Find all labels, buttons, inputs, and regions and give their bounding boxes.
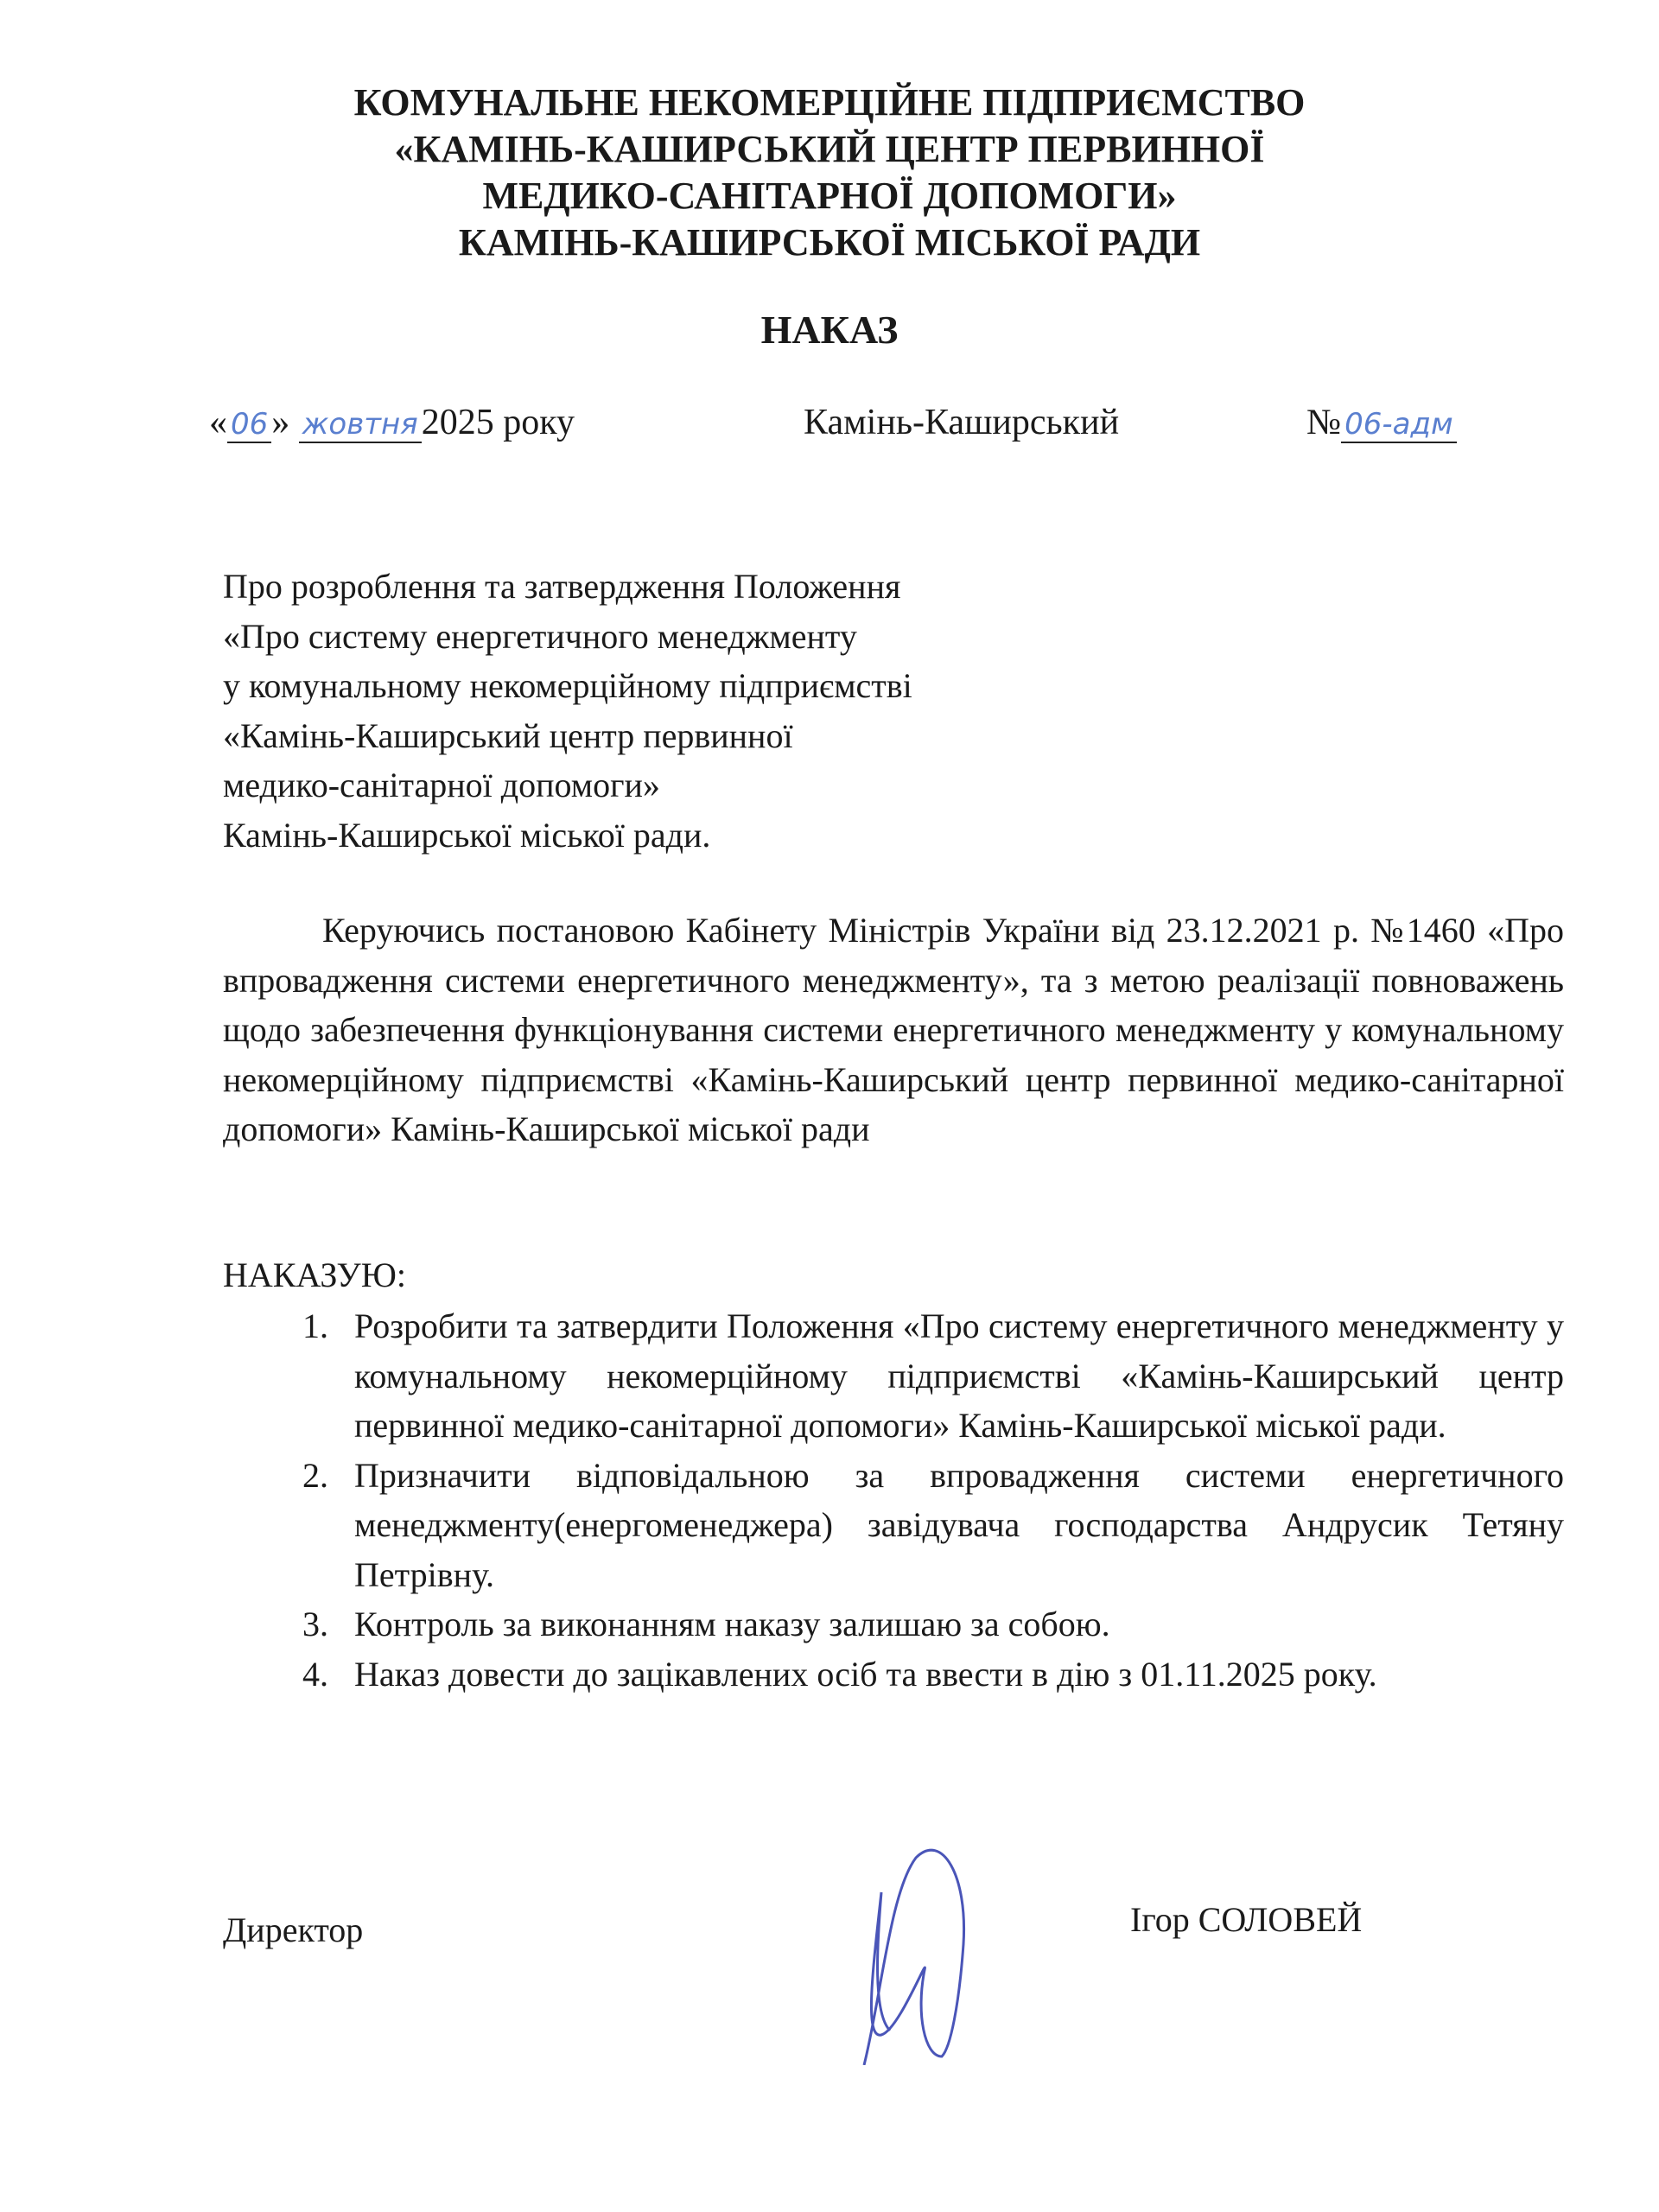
organization-header bbox=[0, 79, 1659, 266]
order-subject bbox=[223, 562, 912, 860]
open-quote: « bbox=[209, 403, 227, 442]
subject-line: Про розроблення та затвердження Положення bbox=[223, 567, 901, 606]
header-line: МЕДИКО-САНІТАРНОЇ ДОПОМОГИ» bbox=[482, 175, 1177, 217]
handwritten-signature-icon bbox=[795, 1840, 1054, 2065]
signatory-name: Ігор СОЛОВЕЙ bbox=[1130, 1900, 1363, 1939]
order-place: Камінь-Каширський bbox=[804, 403, 1120, 442]
header-line: КОМУНАЛЬНЕ НЕКОМЕРЦІЙНЕ ПІДПРИЄМСТВО bbox=[353, 81, 1306, 124]
item-number: 4. bbox=[302, 1654, 328, 1694]
preamble-paragraph: Керуючись постановою Кабінету Міністрів України від 23.12.2021 р. №1460 «Про впровадження системи енергетичного менеджменту», та з метою реалізації повноважень щодо забезпечення функціонування системи енергетичного менеджменту у комунальному некомерційному підприємстві «Камінь-Каширський центр первинної медико-санітарної допомоги» Камінь-Каширської міської ради bbox=[223, 911, 1564, 1148]
number-sign: № bbox=[1306, 403, 1342, 442]
close-quote: » bbox=[271, 403, 290, 442]
item-number: 3. bbox=[302, 1605, 328, 1643]
order-item bbox=[302, 1599, 1564, 1649]
order-date bbox=[209, 402, 575, 443]
item-number: 1. bbox=[302, 1306, 328, 1345]
item-text: Призначити відповідальною за впровадження системи енергетичного менеджменту(енергоменеджера) завідувача господарства Андрусик Тетяну Петрівну. bbox=[354, 1455, 1564, 1594]
order-item bbox=[302, 1649, 1564, 1700]
order-items bbox=[302, 1301, 1564, 1699]
subject-line: «Про систему енергетичного менеджменту bbox=[223, 616, 857, 656]
subject-line: Камінь-Каширської міської ради. bbox=[223, 815, 711, 855]
item-text: Розробити та затвердити Положення «Про систему енергетичного менеджменту у комунальному некомерційному підприємстві «Камінь-Каширський центр первинної медико-санітарної допомоги» Камінь-Каширської міської ради. bbox=[354, 1306, 1564, 1445]
item-text: Наказ довести до зацікавлених осіб та ввести в дію з 01.11.2025 року. bbox=[354, 1654, 1377, 1694]
subject-line: «Камінь-Каширський центр первинної bbox=[223, 715, 793, 755]
item-number: 2. bbox=[302, 1455, 328, 1495]
order-label: НАКАЗУЮ: bbox=[223, 1255, 406, 1294]
signatory-role: Директор bbox=[223, 1910, 364, 1949]
header-line: «КАМІНЬ-КАШИРСЬКИЙ ЦЕНТР ПЕРВИННОЇ bbox=[394, 128, 1265, 170]
date-year: 2025 року bbox=[421, 403, 575, 442]
order-number-value: 06-адм bbox=[1341, 407, 1457, 443]
subject-line: у комунальному некомерційному підприємстві bbox=[223, 666, 912, 705]
item-text: Контроль за виконанням наказу залишаю за собою. bbox=[354, 1605, 1110, 1643]
document-title: НАКАЗ bbox=[760, 308, 899, 352]
header-line: КАМІНЬ-КАШИРСЬКОЇ МІСЬКОЇ РАДИ bbox=[458, 221, 1201, 264]
order-item bbox=[302, 1301, 1564, 1451]
date-month: жовтня bbox=[299, 407, 422, 443]
order-item bbox=[302, 1451, 1564, 1600]
subject-line: медико-санітарної допомоги» bbox=[223, 766, 660, 804]
date-day: 06 bbox=[227, 407, 271, 443]
order-number bbox=[1306, 402, 1457, 443]
